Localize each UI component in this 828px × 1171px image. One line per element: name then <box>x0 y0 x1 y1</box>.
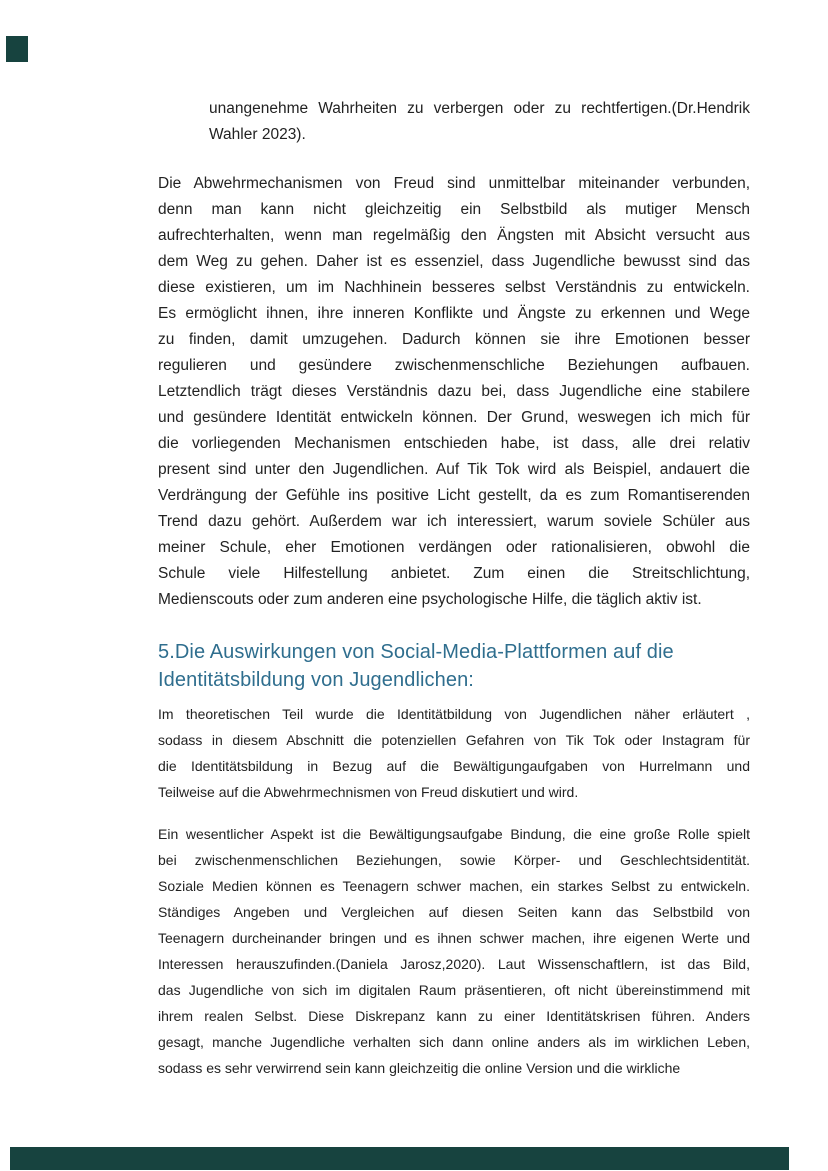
text-line: sodass es sehr verwirrend sein kann gleichzeitig die online Version und die wirkliche <box>158 1060 681 1076</box>
text-line: und gesündere Identität entwickeln können. Der Grund, weswegen ich mich für <box>158 409 750 426</box>
text-line: die vorliegenden Mechanismen entschieden habe, ist dass, alle drei relativ <box>158 435 750 452</box>
text-line: diese existieren, um im Nachhinein besseres selbst Verständnis zu entwickeln. <box>158 279 750 296</box>
text-line: meiner Schule, eher Emotionen verdängen oder rationalisieren, obwohl die <box>158 539 750 556</box>
text-line: Trend dazu gehört. Außerdem war ich interessiert, warum soviele Schüler aus <box>158 513 750 530</box>
text-line: Teenagern durcheinander bringen und es ihnen schwer machen, ihre eigenen Werte und <box>158 930 750 946</box>
page-content <box>158 96 750 1081</box>
text-line: regulieren und gesündere zwischenmenschliche Beziehungen aufbauen. <box>158 357 750 374</box>
intro-paragraph <box>158 701 750 805</box>
text-line: bei zwischenmenschlichen Beziehungen, sowie Körper- und Geschlechtsidentität. <box>158 852 750 868</box>
scan-artifact-top-left <box>6 36 28 62</box>
text-line: Im theoretischen Teil wurde die Identitätbildung von Jugendlichen näher erläutert , <box>158 706 750 722</box>
text-line: Letztendlich trägt dieses Verständnis dazu bei, dass Jugendliche eine stabilere <box>158 383 750 400</box>
text-line: gesagt, manche Jugendliche verhalten sich dann online anders als im wirklichen Leben, <box>158 1034 750 1050</box>
text-line: Medienscouts oder zum anderen eine psychologische Hilfe, die täglich aktiv ist. <box>158 591 702 608</box>
quote-paragraph <box>209 96 750 148</box>
text-line: zu finden, damit umzugehen. Dadurch können sie ihre Emotionen besser <box>158 331 750 348</box>
text-line: die Identitätsbildung in Bezug auf die Bewältigungaufgaben von Hurrelmann und <box>158 758 750 774</box>
text-line: Teilweise auf die Abwehrmechnismen von Freud diskutiert und wird. <box>158 784 579 800</box>
text-line: sodass in diesem Abschnitt die potenziellen Gefahren von Tik Tok oder Instagram für <box>158 732 750 748</box>
text-line: present sind unter den Jugendlichen. Auf Tik Tok wird als Beispiel, andauert die <box>158 461 750 478</box>
text-line: Soziale Medien können es Teenagern schwer machen, ein starkes Selbst zu entwickeln. <box>158 878 750 894</box>
text-line: dem Weg zu gehen. Daher ist es essenziel, dass Jugendliche bewusst sind das <box>158 253 750 270</box>
text-line: Interessen herauszufinden.(Daniela Jarosz,2020). Laut Wissenschaftlern, ist das Bild, <box>158 956 750 972</box>
text-line: denn man kann nicht gleichzeitig ein Selbstbild als mutiger Mensch <box>158 201 750 218</box>
text-line: unangenehme Wahrheiten zu verbergen oder zu rechtfertigen.(Dr.Hendrik <box>209 100 750 117</box>
text-line: Es ermöglicht ihnen, ihre inneren Konflikte und Ängste zu erkennen und Wege <box>158 305 750 322</box>
text-line: Wahler 2023). <box>209 126 306 143</box>
text-line: Die Abwehrmechanismen von Freud sind unmittelbar miteinander verbunden, <box>158 175 750 192</box>
text-line: ihrem realen Selbst. Diese Diskrepanz kann zu einer Identitätskrisen führen. Anders <box>158 1008 750 1024</box>
text-line: Ein wesentlicher Aspekt ist die Bewältigungsaufgabe Bindung, die eine große Rolle spielt <box>158 826 750 842</box>
freud-paragraph <box>158 171 750 613</box>
section-heading: 5.Die Auswirkungen von Social-Media-Plattformen auf die Identitätsbildung von Jugendlichen: <box>158 641 674 691</box>
text-line: das Jugendliche von sich im digitalen Raum präsentieren, oft nicht übereinstimmend mit <box>158 982 750 998</box>
text-line: Ständiges Angeben und Vergleichen auf diesen Seiten kann das Selbstbild von <box>158 904 750 920</box>
scan-artifact-bottom-bar <box>10 1147 789 1170</box>
text-line: aufrechterhalten, wenn man regelmäßig den Ängsten mit Absicht versucht aus <box>158 227 750 244</box>
bindung-paragraph <box>158 821 750 1081</box>
text-line: Verdrängung der Gefühle ins positive Licht gestellt, da es zum Romantiserenden <box>158 487 750 504</box>
text-line: Schule viele Hilfestellung anbietet. Zum einen die Streitschlichtung, <box>158 565 750 582</box>
